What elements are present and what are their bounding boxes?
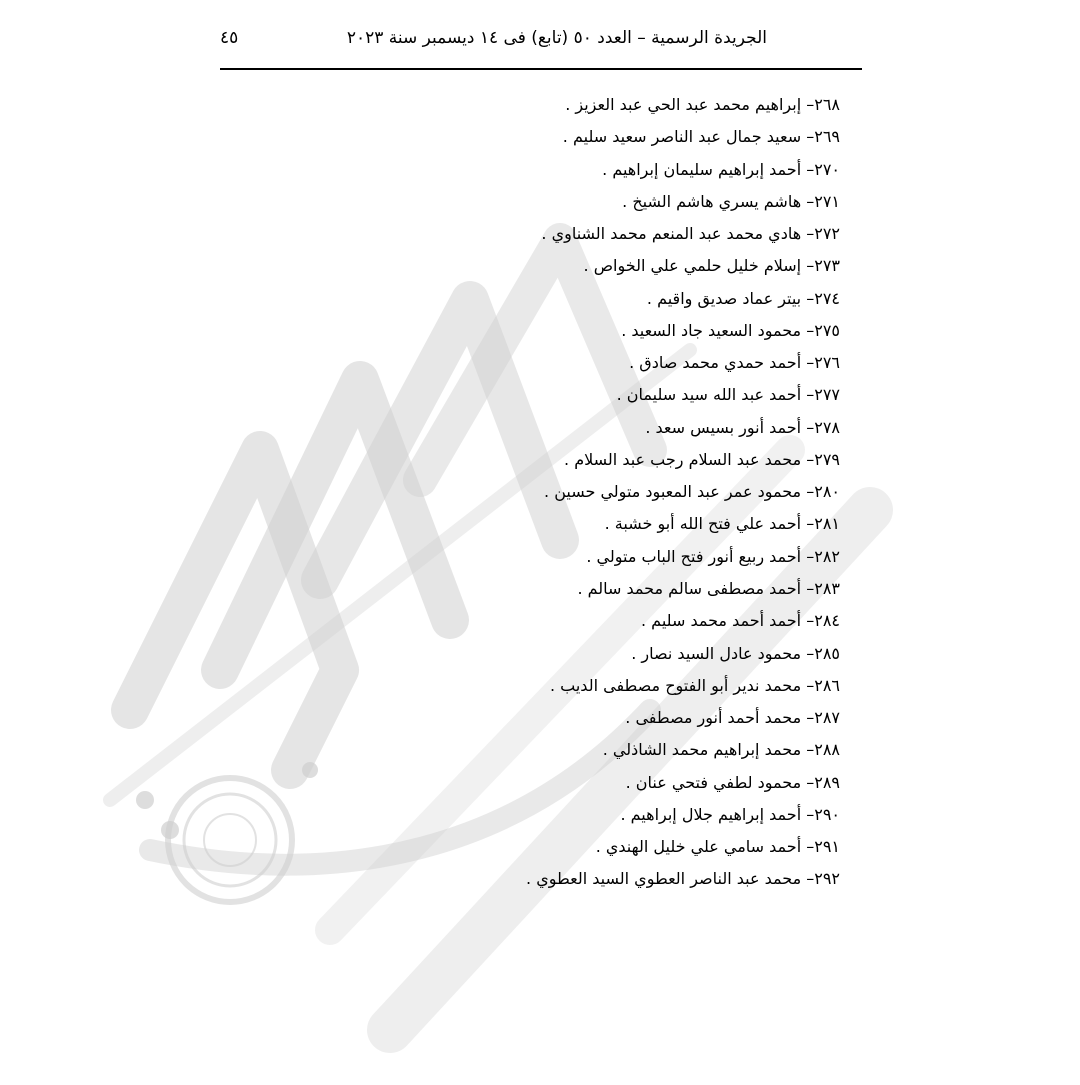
list-item: ٢٧٧– أحمد عبد الله سيد سليمان . (616, 385, 840, 405)
list-item: ٢٨٥– محمود عادل السيد نصار . (631, 643, 840, 663)
list-item: ٢٧٨– أحمد أنور بسيس سعد . (645, 417, 840, 437)
page-number: ٤٥ (220, 28, 239, 48)
names-list (320, 89, 840, 896)
list-item: ٢٨٧– محمد أحمد أنور مصطفى . (625, 708, 840, 728)
list-item: ٢٨٣– أحمد مصطفى سالم محمد سالم . (577, 578, 840, 598)
list-item: ٢٦٩– سعيد جمال عبد الناصر سعيد سليم . (562, 127, 840, 147)
list-item: ٢٧١– هاشم يسري هاشم الشيخ . (622, 191, 840, 211)
list-item: ٢٩٢– محمد عبد الناصر العطوي السيد العطوي . (526, 869, 840, 889)
list-item: ٢٨٠– محمود عمر عبد المعبود متولي حسين . (544, 482, 840, 502)
list-item: ٢٧٥– محمود السعيد جاد السعيد . (621, 320, 840, 340)
list-item: ٢٧٩– محمد عبد السلام رجب عبد السلام . (564, 449, 840, 469)
list-item: ٢٨٦– محمد ندير أبو الفتوح مصطفى الديب . (549, 675, 840, 695)
list-item: ٢٧٤– بيتر عماد صديق واقيم . (646, 288, 840, 308)
list-item: ٢٦٨– إبراهيم محمد عبد الحي عبد العزيز . (565, 95, 840, 114)
list-item: ٢٩٠– أحمد إبراهيم جلال إبراهيم . (620, 804, 840, 824)
header-title: الجريدة الرسمية – العدد ٥٠ (تابع) فى ١٤ ديسمبر سنة ٢٠٢٣ (346, 28, 767, 48)
list-item: ٢٧٦– أحمد حمدي محمد صادق . (629, 353, 840, 373)
list-item: ٢٩١– أحمد سامي علي خليل الهندي . (595, 837, 840, 857)
list-item: ٢٨٨– محمد إبراهيم محمد الشاذلي . (602, 740, 840, 760)
header-divider (220, 68, 862, 70)
list-item: ٢٨٤– أحمد أحمد محمد سليم . (641, 611, 840, 631)
list-item: ٢٨١– أحمد علي فتح الله أبو خشبة . (604, 514, 840, 534)
list-item: ٢٨٩– محمود لطفي فتحي عنان . (625, 772, 840, 792)
list-item: ٢٧٠– أحمد إبراهيم سليمان إبراهيم . (602, 159, 840, 179)
list-item: ٢٧٣– إسلام خليل حلمي علي الخواص . (583, 256, 840, 276)
list-item: ٢٨٢– أحمد ربيع أنور فتح الباب متولي . (586, 546, 840, 566)
page-header (220, 22, 862, 62)
list-item: ٢٧٢– هادي محمد عبد المنعم محمد الشناوي . (541, 224, 840, 244)
